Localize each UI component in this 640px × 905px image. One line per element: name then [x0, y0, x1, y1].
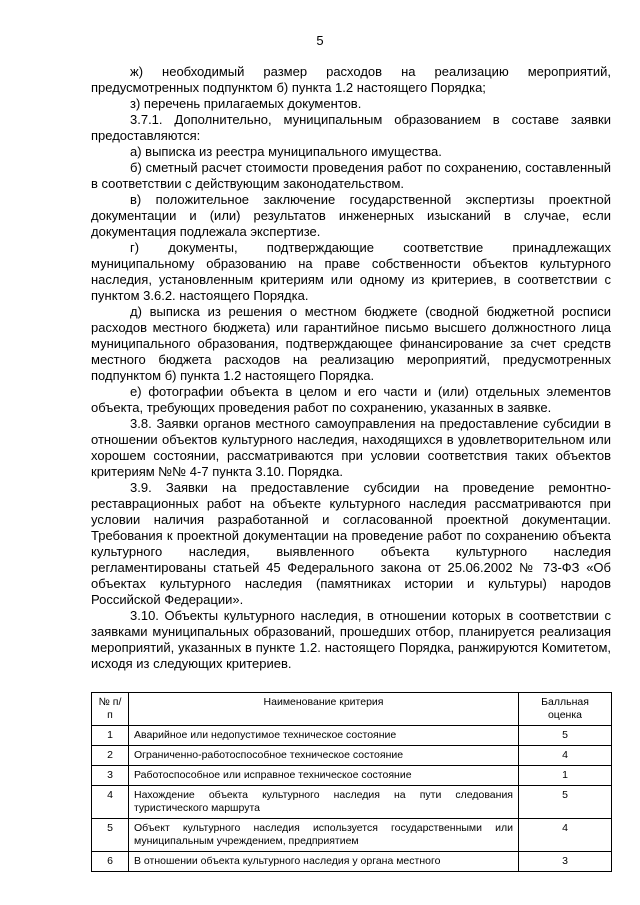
row-criterion: Объект культурного наследия используется государственными или муниципальным учреждением, предприятием [129, 819, 519, 852]
row-number: 4 [92, 786, 129, 819]
table-row [92, 766, 612, 786]
paragraph-g: г) документы, подтверждающие соответствие принадлежащих муниципальному образованию на праве собственности объектов культурного наследия, установленным критериям или одному из критериев, в соответствии с пунктом 3.6.2. настоящего Порядка. [91, 240, 611, 303]
row-criterion: Ограниченно-работоспособное техническое состояние [129, 746, 519, 766]
row-criterion: Нахождение объекта культурного наследия на пути следования туристического маршрута [129, 786, 519, 819]
row-number: 5 [92, 819, 129, 852]
paragraph-e: е) фотографии объекта в целом и его части и (или) отдельных элементов объекта, требующих проведения работ по сохранению, указанных в заявке. [91, 384, 611, 415]
paragraph-3-8: 3.8. Заявки органов местного самоуправления на предоставление субсидии в отношении объектов культурного наследия, находящихся в удовлетворительном или хорошем состоянии, рассматриваются при условии соответствия таких объектов критериям №№ 4-7 пункта 3.10. Порядка. [91, 416, 611, 479]
header-criterion: Наименование критерия [129, 693, 519, 726]
paragraph-b: б) сметный расчет стоимости проведения работ по сохранению, составленный в соответствии с действующим законодательством. [91, 160, 611, 191]
paragraph-3-7-1: 3.7.1. Дополнительно, муниципальным образованием в составе заявки предоставляются: [91, 112, 611, 143]
row-score: 3 [519, 852, 612, 872]
row-score: 1 [519, 766, 612, 786]
page-number: 5 [316, 33, 324, 48]
row-criterion: Аварийное или недопустимое техническое состояние [129, 726, 519, 746]
paragraph-zh: ж) необходимый размер расходов на реализацию мероприятий, предусмотренных подпунктом б) пункта 1.2 настоящего Порядка; [91, 64, 611, 95]
table-row [92, 819, 612, 852]
table-row [92, 726, 612, 746]
paragraph-3-10: 3.10. Объекты культурного наследия, в отношении которых в соответствии с заявками муниципальных образований, прошедших отбор, планируется реализация мероприятий, указанных в пункте 1.2. настоящего Порядка, ранжируются Комитетом, исходя из следующих критериев. [91, 608, 611, 671]
header-score: Балльная оценка [519, 693, 612, 726]
row-criterion: В отношении объекта культурного наследия у органа местного [129, 852, 519, 872]
table-row [92, 852, 612, 872]
row-score: 5 [519, 786, 612, 819]
row-number: 1 [92, 726, 129, 746]
row-criterion: Работоспособное или исправное техническое состояние [129, 766, 519, 786]
criteria-table [91, 692, 612, 872]
paragraph-d: д) выписка из решения о местном бюджете (сводной бюджетной росписи расходов местного бюджета) или гарантийное письмо высшего должностного лица муниципального образования, подтверждающее финансирование за счет средств местного бюджета расходов на реализацию мероприятий, предусмотренных подпунктом б) пункта 1.2 настоящего Порядка. [91, 304, 611, 383]
header-number: № п/п [92, 693, 129, 726]
table-header-row [92, 693, 612, 726]
row-number: 2 [92, 746, 129, 766]
table-row [92, 746, 612, 766]
paragraph-a: а) выписка из реестра муниципального имущества. [130, 144, 442, 159]
paragraph-3-9: 3.9. Заявки на предоставление субсидии на проведение ремонтно-реставрационных работ на объекте культурного наследия рассматриваются при условии наличия разработанной и согласованной проектной документации. Требования к проектной документации на проведение работ по сохранению объекта культурного наследия, выявленного объекта культурного наследия регламентированы статьей 45 Федерального закона от 25.06.2002 № 73-ФЗ «Об объектах культурного наследия (памятниках истории и культуры) народов Российской Федерации». [91, 480, 611, 607]
row-number: 6 [92, 852, 129, 872]
paragraph-v: в) положительное заключение государственной экспертизы проектной документации и (или) результатов инженерных изысканий в случае, если документация подлежала экспертизе. [91, 192, 611, 239]
row-score: 5 [519, 726, 612, 746]
document-body [91, 64, 611, 672]
row-score: 4 [519, 746, 612, 766]
row-number: 3 [92, 766, 129, 786]
row-score: 4 [519, 819, 612, 852]
table-row [92, 786, 612, 819]
paragraph-z: з) перечень прилагаемых документов. [130, 96, 362, 111]
